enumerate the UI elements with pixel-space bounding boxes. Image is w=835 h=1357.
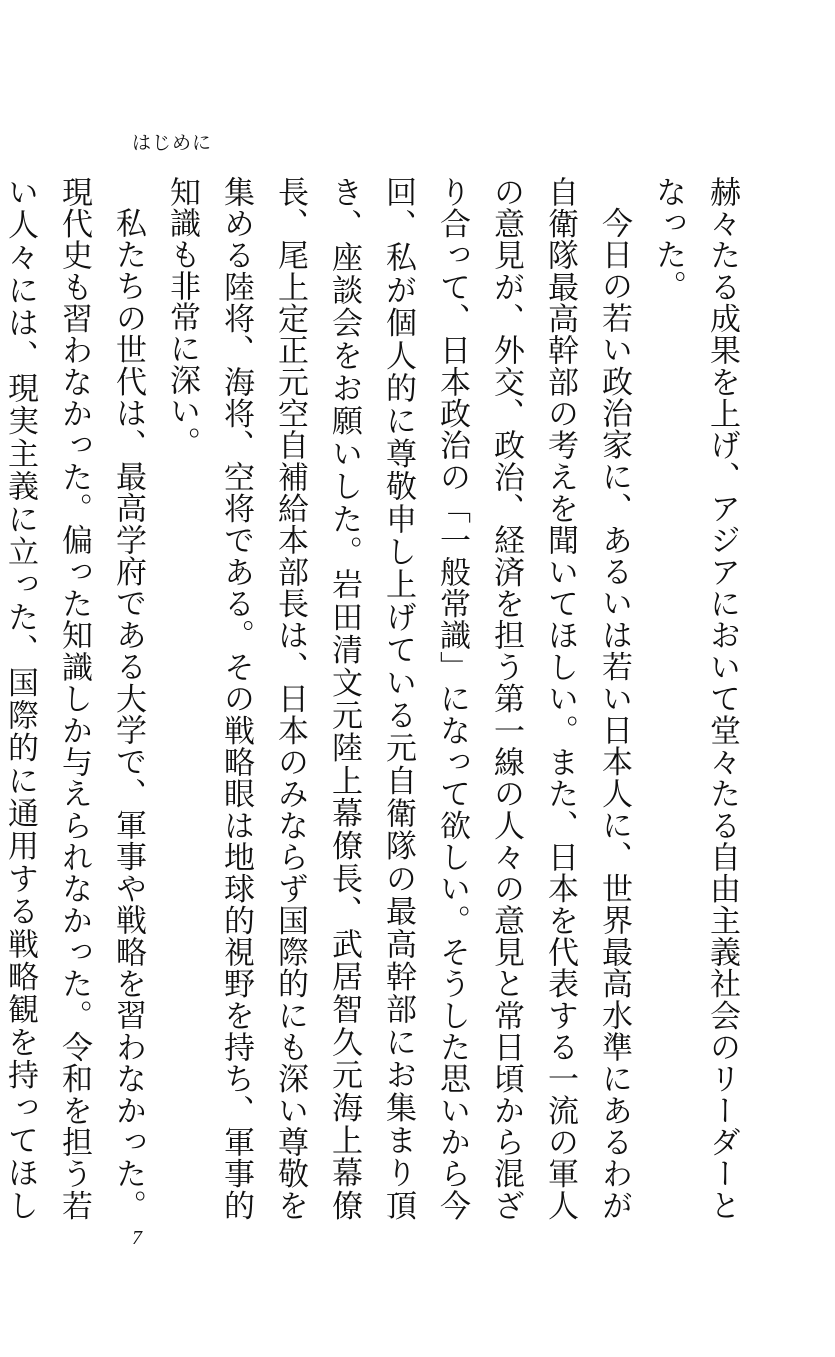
page-number: 7 xyxy=(132,1227,142,1249)
running-head: はじめに xyxy=(132,132,213,154)
paragraph: 赫々たる成果を上げ、アジアにおいて堂々たる自由主義社会のリーダーとなった。 xyxy=(650,176,740,1221)
paragraph: 今日の若い政治家に、あるいは若い日本人に、世界最高水準にあるわが自衛隊最高幹部の考えを聞いてほしい。また、日本を代表する一流の軍人の意見が、外交、政治、経済を担う第一線の人々の意見と常日頃から混ざり合って、日本政治の「一般常識」になって欲しい。そうした思いから今回、私が個人的に尊敬申し上げている元自衛隊の最高幹部にお集まり頂き、座談会をお願いした。岩田清文元陸上幕僚長、武居智久元海上幕僚長、尾上定正元空自補給本部長は、日本のみならず国際的にも深い尊敬を集める陸将、海将、空将である。その戦略眼は地球的視野を持ち、軍事的知識も非常に深い。 xyxy=(164,176,632,1221)
paragraph: 私たちの世代は、最高学府である大学で、軍事や戦略を習わなかった。現代史も習わなかった。偏った知識しか与えられなかった。令和を担う若い人々には、現実主義に立った、国際的に通用する戦略観を持ってほし xyxy=(2,176,146,1221)
body-text xyxy=(2,176,749,1221)
